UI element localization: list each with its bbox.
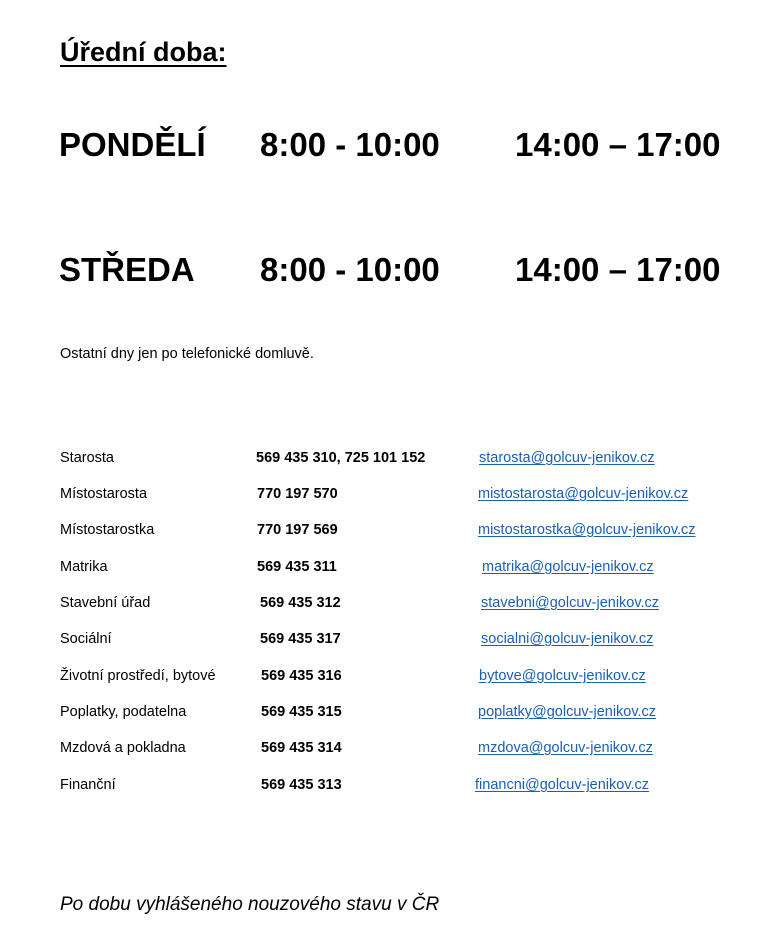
day-label: PONDĚLÍ [59, 126, 206, 163]
contact-role: Místostarosta [60, 486, 148, 502]
contact-role: Sociální [60, 631, 112, 647]
contact-phone: 569 435 315 [261, 704, 342, 720]
contact-email-link[interactable]: starosta@golcuv-jenikov.cz [479, 450, 655, 466]
contact-email-link[interactable]: socialni@golcuv-jenikov.cz [481, 631, 654, 647]
contact-row [0, 450, 773, 472]
contact-email-link[interactable]: financni@golcuv-jenikov.cz [475, 777, 650, 793]
afternoon-hours: 14:00 – 17:00 [515, 251, 721, 288]
contact-role: Životní prostředí, bytové [60, 668, 216, 684]
contact-email-link[interactable]: mistostarosta@golcuv-jenikov.cz [478, 486, 689, 502]
contact-row [0, 522, 773, 544]
emergency-notice: Po dobu vyhlášeného nouzového stavu v ČR [60, 894, 440, 915]
contact-row [0, 704, 773, 726]
contact-role: Místostarostka [60, 522, 155, 538]
contact-phone: 569 435 314 [261, 740, 342, 756]
morning-hours: 8:00 - 10:00 [260, 251, 440, 288]
contact-row [0, 559, 773, 581]
morning-hours: 8:00 - 10:00 [260, 126, 440, 163]
afternoon-hours: 14:00 – 17:00 [515, 126, 721, 163]
contact-role: Finanční [60, 777, 116, 793]
contact-row [0, 595, 773, 617]
contact-row [0, 668, 773, 690]
office-hours-wednesday [0, 251, 773, 295]
contact-email-link[interactable]: matrika@golcuv-jenikov.cz [482, 559, 654, 575]
contact-phone: 569 435 313 [261, 777, 342, 793]
contact-email-link[interactable]: bytove@golcuv-jenikov.cz [479, 668, 646, 684]
office-hours-monday [0, 126, 773, 170]
page-title: Úřední doba: [60, 37, 227, 67]
contact-phone: 770 197 570 [257, 486, 338, 502]
contact-row [0, 740, 773, 762]
contact-email-link[interactable]: stavebni@golcuv-jenikov.cz [481, 595, 660, 611]
contact-phone: 569 435 316 [261, 668, 342, 684]
contact-email-link[interactable]: mistostarostka@golcuv-jenikov.cz [478, 522, 696, 538]
contact-role: Starosta [60, 450, 114, 466]
contact-phone: 770 197 569 [257, 522, 338, 538]
day-label: STŘEDA [59, 251, 195, 288]
contact-role: Mzdová a pokladna [60, 740, 186, 756]
contact-row [0, 486, 773, 508]
contact-phone: 569 435 310, 725 101 152 [256, 450, 426, 466]
appointment-note: Ostatní dny jen po telefonické domluvě. [60, 346, 314, 362]
contact-phone: 569 435 312 [260, 595, 341, 611]
contact-email-link[interactable]: poplatky@golcuv-jenikov.cz [478, 704, 657, 720]
contact-email-link[interactable]: mzdova@golcuv-jenikov.cz [478, 740, 653, 756]
contact-role: Matrika [60, 559, 108, 575]
contact-row [0, 777, 773, 799]
contact-role: Poplatky, podatelna [60, 704, 187, 720]
contact-role: Stavební úřad [60, 595, 151, 611]
contact-phone: 569 435 317 [260, 631, 341, 647]
contact-phone: 569 435 311 [257, 559, 337, 575]
contact-row [0, 631, 773, 653]
